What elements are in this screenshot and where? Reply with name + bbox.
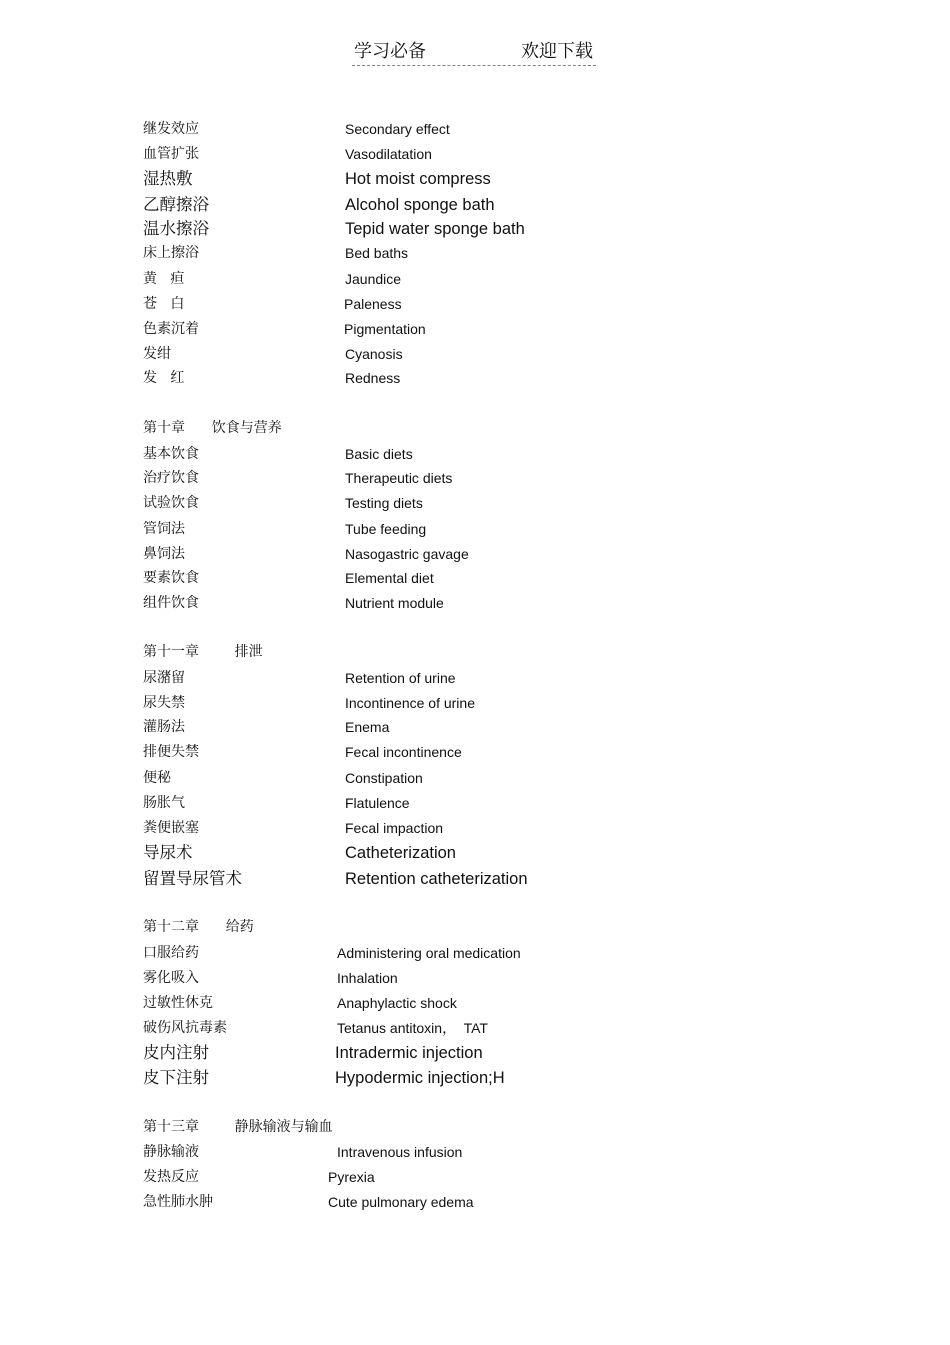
term-english: Pyrexia <box>328 1169 375 1185</box>
term-chinese: 尿失禁 <box>143 695 185 711</box>
term-chinese: 肠胀气 <box>143 795 185 811</box>
term-chinese: 治疗饮食 <box>143 470 199 486</box>
term-english: Secondary effect <box>345 121 450 137</box>
term-row <box>0 193 950 217</box>
term-english: Tepid water sponge bath <box>345 220 525 238</box>
term-row <box>0 1016 950 1040</box>
term-chinese: 发绀 <box>143 346 171 362</box>
chapter-heading: 第十三章 静脉输液与输血 <box>143 1119 333 1135</box>
term-row <box>0 466 950 490</box>
term-english: Fecal incontinence <box>345 744 462 760</box>
term-english: Basic diets <box>345 446 413 462</box>
term-english: Flatulence <box>345 795 410 811</box>
term-chinese: 尿潴留 <box>143 670 185 686</box>
term-chinese: 便秘 <box>143 770 171 786</box>
chapter-heading: 第十章 饮食与营养 <box>143 420 282 436</box>
term-chinese: 黄 疸 <box>143 271 185 287</box>
term-row <box>0 267 950 291</box>
term-chinese: 色素沉着 <box>143 321 199 337</box>
term-chinese: 床上擦浴 <box>143 245 199 261</box>
term-row <box>0 317 950 341</box>
term-row <box>0 491 950 515</box>
term-english: Testing diets <box>345 495 423 511</box>
term-chinese: 鼻饲法 <box>143 546 185 562</box>
term-chinese: 基本饮食 <box>143 446 199 462</box>
term-chinese: 留置导尿管术 <box>143 869 242 888</box>
term-row <box>0 241 950 265</box>
term-row <box>0 542 950 566</box>
term-english: Pigmentation <box>344 321 426 337</box>
term-row <box>0 1165 950 1189</box>
term-chinese: 发 红 <box>143 370 185 386</box>
term-chinese: 乙醇擦浴 <box>143 195 209 214</box>
chapter-heading: 第十一章 排泄 <box>143 644 263 660</box>
term-row <box>0 566 950 590</box>
page-header <box>352 41 596 66</box>
term-row <box>0 841 950 865</box>
term-row <box>0 740 950 764</box>
term-english: Hot moist compress <box>345 170 491 188</box>
term-english: Cute pulmonary edema <box>328 1194 474 1210</box>
term-row <box>0 517 950 541</box>
term-english: Bed baths <box>345 245 409 261</box>
term-english: Nasogastric gavage <box>345 546 469 562</box>
term-english: Intradermic injection <box>335 1044 483 1062</box>
term-english: Anaphylactic shock <box>337 995 457 1011</box>
term-row <box>0 1066 950 1090</box>
term-chinese: 导尿术 <box>143 843 193 862</box>
chapter-heading: 第十二章 给药 <box>143 919 254 935</box>
term-english: Inhalation <box>337 970 398 986</box>
term-row <box>0 142 950 166</box>
term-english: Alcohol sponge bath <box>345 196 495 214</box>
term-chinese: 皮内注射 <box>143 1043 209 1062</box>
header-left-text: 学习必备 <box>354 41 426 62</box>
term-english: Intravenous infusion <box>337 1144 463 1160</box>
term-chinese: 灌肠法 <box>143 719 185 735</box>
term-row <box>0 991 950 1015</box>
term-chinese: 雾化吸入 <box>143 970 199 986</box>
term-chinese: 苍 白 <box>143 296 185 312</box>
term-chinese: 口服给药 <box>143 945 199 961</box>
term-row <box>0 941 950 965</box>
term-row <box>0 1190 950 1214</box>
term-chinese: 过敏性休克 <box>143 995 213 1011</box>
term-english: Administering oral medication <box>337 945 521 961</box>
term-english: Vasodilatation <box>345 146 432 162</box>
term-chinese: 静脉输液 <box>143 1144 199 1160</box>
term-row <box>0 691 950 715</box>
term-chinese: 血管扩张 <box>143 146 199 162</box>
term-english: Tetanus antitoxin， TAT <box>337 1020 488 1036</box>
term-english: Tube feeding <box>345 521 427 537</box>
term-english: Nutrient module <box>345 595 444 611</box>
term-english: Incontinence of urine <box>345 695 475 711</box>
term-english: Therapeutic diets <box>345 470 453 486</box>
term-english: Elemental diet <box>345 570 434 586</box>
term-chinese: 组件饮食 <box>143 595 199 611</box>
term-row <box>0 442 950 466</box>
header-right-text: 欢迎下载 <box>521 41 593 62</box>
term-row <box>0 591 950 615</box>
term-chinese: 湿热敷 <box>143 169 193 188</box>
term-english: Constipation <box>345 770 423 786</box>
term-row <box>0 791 950 815</box>
term-chinese: 要素饮食 <box>143 570 199 586</box>
term-row <box>0 966 950 990</box>
term-english: Catheterization <box>345 844 456 862</box>
term-english: Retention catheterization <box>345 870 528 888</box>
term-english: Paleness <box>344 296 402 312</box>
term-english: Hypodermic injection;H <box>335 1069 505 1087</box>
term-row <box>0 167 950 191</box>
term-row <box>0 1041 950 1065</box>
term-row <box>0 366 950 390</box>
term-chinese: 排便失禁 <box>143 744 199 760</box>
term-chinese: 急性肺水肿 <box>143 1194 213 1210</box>
term-row <box>0 816 950 840</box>
term-english: Redness <box>345 370 401 386</box>
term-row <box>0 766 950 790</box>
term-row <box>0 1140 950 1164</box>
term-english: Jaundice <box>345 271 402 287</box>
term-chinese: 继发效应 <box>143 121 199 137</box>
term-chinese: 管饲法 <box>143 521 185 537</box>
term-english: Cyanosis <box>345 346 403 362</box>
term-english: Fecal impaction <box>345 820 444 836</box>
term-row <box>0 342 950 366</box>
term-chinese: 温水擦浴 <box>143 219 209 238</box>
term-row <box>0 292 950 316</box>
term-chinese: 试验饮食 <box>143 495 199 511</box>
term-row <box>0 117 950 141</box>
term-row <box>0 217 950 241</box>
term-chinese: 皮下注射 <box>143 1068 209 1087</box>
term-chinese: 发热反应 <box>143 1169 199 1185</box>
term-english: Enema <box>345 719 390 735</box>
term-english: Retention of urine <box>345 670 456 686</box>
term-chinese: 粪便嵌塞 <box>143 820 199 836</box>
term-row <box>0 867 950 891</box>
term-row <box>0 666 950 690</box>
term-row <box>0 715 950 739</box>
term-chinese: 破伤风抗毒素 <box>143 1020 227 1036</box>
